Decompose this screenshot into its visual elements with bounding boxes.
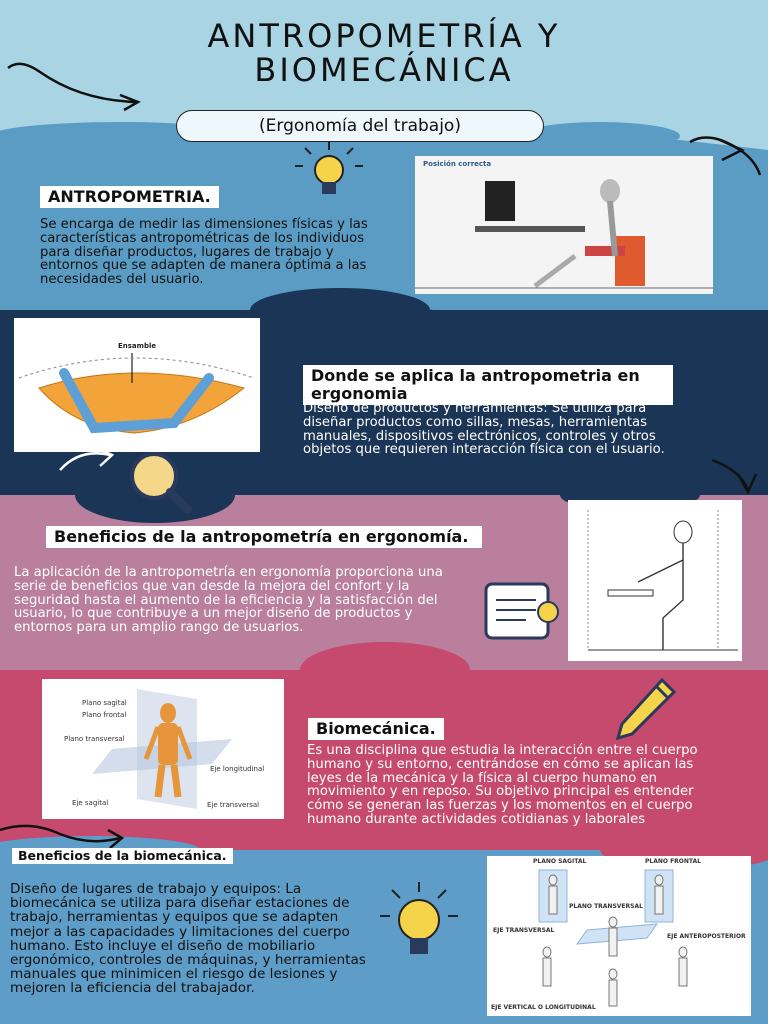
image-medidas-antropometricas	[568, 500, 742, 661]
magnifier-icon	[120, 448, 200, 514]
heading-antropometria: ANTROPOMETRIA.	[40, 186, 219, 208]
arrow-right-navy	[712, 460, 748, 490]
lightbulb-icon	[285, 140, 375, 202]
image-ensamble	[14, 318, 260, 452]
label-eje-longitudinal: Eje longitudinal	[210, 765, 265, 773]
image-planos-ejes	[487, 856, 751, 1016]
label-eje-transversal-caps: EJE TRANSVERSAL	[493, 927, 555, 934]
text-antropometria: Se encarga de medir las dimensiones físicas y las características antropométricas de los individuos para diseñar productos, lugares de trabajo y entornos que se adapten de manera óptima a las necesidades del usuario.	[40, 217, 368, 288]
label-plano-sagital-caps: PLANO SAGITAL	[533, 858, 587, 865]
text-beneficios-antropometria: La aplicación de la antropometría en ergonomía proporciona una serie de beneficios que van desde la mejora del confort y la seguridad hasta el aumento de la eficiencia y la satisfacción del usuario, lo que contribuye a un mejor diseño de productos y entornos para un amplio rango de usuarios.	[14, 565, 443, 636]
image-planos-anatomicos	[42, 679, 284, 819]
label-eje-sagital: Eje sagital	[72, 799, 109, 807]
label-eje-transversal: Eje transversal	[207, 801, 260, 809]
lightbulb-icon-bottom	[374, 880, 464, 970]
heading-beneficios-antropometria: Beneficios de la antropometría en ergonomía.	[46, 526, 482, 548]
text-beneficios-biomecanica: Diseño de lugares de trabajo y equipos: La biomecánica se utiliza para diseñar estaciones de trabajo, herramientas y equipos que se adapten mejor a las capacidades y limitaciones del cuerpo humano. Esto incluye el diseño de mobiliario ergonómico, controles de máquinas, y herramientas manuales que minimicen el riesgo de lesiones y mejoren la eficiencia del trabajador.	[10, 881, 366, 997]
label-eje-anteroposterior: EJE ANTEROPOSTERIOR	[667, 933, 746, 940]
caption-ensamble: Ensamble	[118, 342, 157, 350]
subtitle-pill: (Ergonomía del trabajo)	[176, 110, 544, 142]
text-aplicacion: Diseño de productos y herramientas: Se utiliza para diseñar productos como sillas, mesas, herramientas manuales, dispositivos electrónicos, controles y otros objetos que requieren interacción física con el usuario.	[303, 401, 665, 458]
pencil-icon	[612, 676, 678, 742]
label-plano-sagital: Plano sagital	[82, 699, 127, 707]
arrow-left-navy	[60, 453, 110, 470]
notepad-icon	[482, 578, 566, 642]
page-title-line1: ANTROPOMETRÍA Y	[207, 17, 561, 55]
label-plano-frontal: Plano frontal	[82, 711, 127, 719]
heading-biomecanica: Biomecánica.	[308, 718, 444, 740]
label-plano-transversal-caps: PLANO TRANSVERSAL	[569, 903, 643, 910]
image-posicion-correcta	[415, 156, 713, 294]
heading-aplicacion: Donde se aplica la antropometria en ergonomia	[303, 365, 673, 405]
text-biomecanica: Es una disciplina que estudia la interacción entre el cuerpo humano y su entorno, centrándose en cómo se aplican las leyes de la mecánica y la física al cuerpo humano en movimiento y en reposo. Su objetivo principal es entender cómo se generan las fuerzas y los momentos en el cuerpo humano durante actividades cotidianas y laborales	[307, 743, 698, 827]
page-title-line2: BIOMECÁNICA	[254, 51, 514, 89]
label-plano-frontal-caps: PLANO FRONTAL	[645, 858, 702, 865]
label-eje-vertical: EJE VERTICAL O LONGITUDINAL	[491, 1004, 596, 1011]
label-plano-transversal: Plano transversal	[64, 735, 125, 743]
caption-posicion-correcta: Posición correcta	[423, 160, 492, 168]
heading-beneficios-biomecanica: Beneficios de la biomecánica.	[12, 848, 233, 864]
